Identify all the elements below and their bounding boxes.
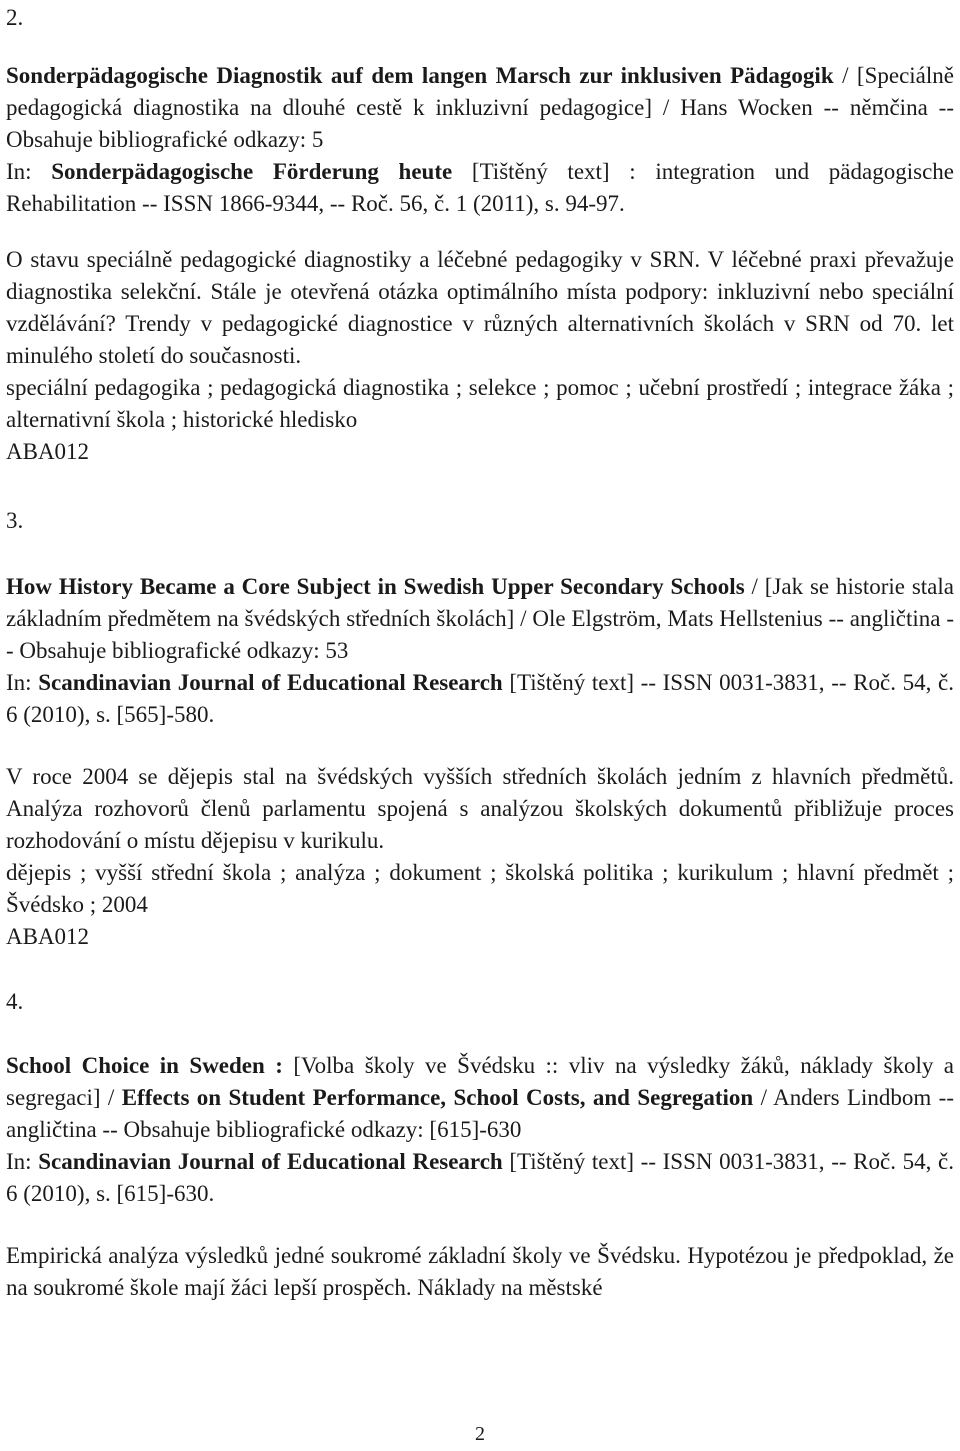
record-keywords: speciální pedagogika ; pedagogická diagnostika ; selekce ; pomoc ; učební prostředí ; integrace žáka ; alternativní škola ; historické hledisko [6, 375, 954, 432]
bold-title-run: How History Became a Core Subject in Swedish Upper Secondary Schools [6, 574, 745, 599]
text-run: [Volba školy ve Švédsku :: vliv na výsledky žáků, náklady školy a segregaci] / [6, 1053, 954, 1110]
text-run: / [Jak se historie stala základním předmětem na švédských středních školách] / Ole Elgström, Mats Hellstenius -- angličtina -- Obsahuje bibliografické odkazy: 53 [6, 574, 954, 663]
record-number: 4. [6, 989, 24, 1014]
record-code: ABA012 [6, 439, 90, 464]
bold-title-run: Scandinavian Journal of Educational Research [38, 670, 503, 695]
record-citation [6, 1050, 954, 1146]
record-citation [6, 571, 954, 667]
record-code: ABA012 [6, 924, 90, 949]
text-run: / [Speciálně pedagogická diagnostika na dlouhé cestě k inkluzivní pedagogice] / Hans Wocken -- němčina -- Obsahuje bibliografické odkazy: 5 [6, 63, 954, 152]
bold-title-run: Effects on Student Performance, School Costs, and Segregation [121, 1085, 754, 1110]
bold-title-run: Scandinavian Journal of Educational Research [38, 1149, 503, 1174]
bold-title-run: Sonderpädagogische Förderung heute [51, 159, 453, 184]
text-run: In: [6, 159, 52, 184]
record-source [6, 667, 954, 731]
record-number: 2. [6, 5, 24, 30]
text-run: [Tištěný text] -- ISSN 0031-3831, -- Roč. 54, č. 6 (2010), s. [615]-630. [6, 1149, 954, 1206]
record-abstract: O stavu speciálně pedagogické diagnostiky a léčebné pedagogiky v SRN. V léčebné praxi převažuje diagnostika selekční. Stále je otevřená otázka optimálního místa podpory: inkluzivní nebo speciální vzdělávání? Trendy v pedagogické diagnostice v různých alternativních školách v SRN od 70. let minulého století do současnosti. [6, 247, 954, 368]
record-source [6, 1146, 954, 1210]
bibliographic-record [6, 60, 954, 468]
text-run: [Tištěný text] -- ISSN 0031-3831, -- Roč. 54, č. 6 (2010), s. [565]-580. [6, 670, 954, 727]
bibliographic-record [6, 1050, 954, 1304]
text-run: In: [6, 1149, 39, 1174]
bold-title-run: Sonderpädagogische Diagnostik auf dem langen Marsch zur inklusiven Pädagogik [6, 63, 834, 88]
record-number: 3. [6, 508, 24, 533]
text-run: / Anders Lindbom -- angličtina -- Obsahuje bibliografické odkazy: [615]-630 [6, 1085, 955, 1142]
page-number: 2 [475, 1423, 485, 1445]
record-keywords: dějepis ; vyšší střední škola ; analýza ; dokument ; školská politika ; kurikulum ; hlavní předmět ; Švédsko ; 2004 [6, 860, 954, 917]
record-citation [6, 60, 954, 156]
bibliographic-record [6, 571, 954, 953]
bold-title-run: School Choice in Sweden : [6, 1053, 283, 1078]
record-abstract: Empirická analýza výsledků jedné soukromé základní školy ve Švédsku. Hypotézou je předpoklad, že na soukromé škole mají žáci lepší prospěch. Náklady na městské [6, 1243, 954, 1300]
record-abstract: V roce 2004 se dějepis stal na švédských vyšších středních školách jedním z hlavních předmětů. Analýza rozhovorů členů parlamentu spojená s analýzou školských dokumentů přibližuje proces rozhodování o místu dějepisu v kurikulu. [6, 764, 954, 853]
text-run: In: [6, 670, 39, 695]
record-source [6, 156, 954, 220]
text-run: [Tištěný text] : integration und pädagogische Rehabilitation -- ISSN 1866-9344, -- Roč. 56, č. 1 (2011), s. 94-97. [6, 159, 954, 216]
